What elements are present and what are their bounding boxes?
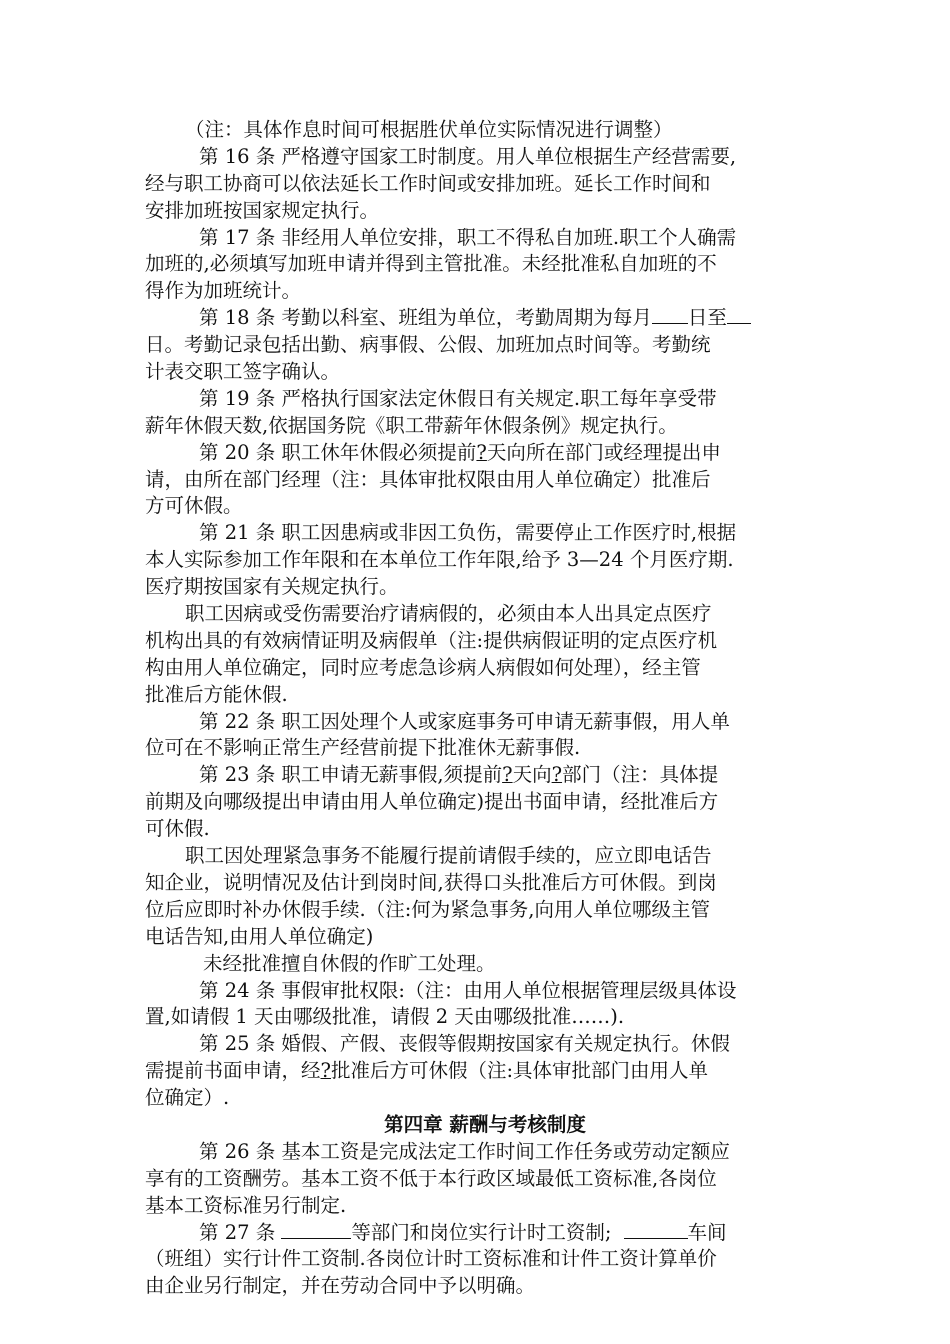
article-22-line-2: 位可在不影响正常生产经营前提下批准休无薪事假. (145, 736, 581, 760)
article-24-line-1: 第 24 条 事假审批权限:（注：由用人单位根据管理层级具体设 (199, 978, 737, 1002)
article-17-line-1: 第 17 条 非经用人单位安排，职工不得私自加班.职工个人确需 (199, 225, 737, 249)
article-23-text-b: 天向 (512, 763, 552, 787)
article-19-line-1: 第 19 条 严格执行国家法定休假日有关规定.职工每年享受带 (199, 386, 717, 410)
article-21-line-3: 医疗期按国家有关规定执行。 (145, 575, 399, 599)
article-20-days-placeholder: ? (476, 440, 487, 464)
blank-end-day (727, 305, 751, 324)
article-24-line-2: 置,如请假 1 天由哪级批准，请假 2 天由哪级批准……). (145, 1005, 625, 1029)
article-27-text-a: 第 27 条 (199, 1220, 282, 1244)
article-23-line-3: 可休假. (145, 817, 210, 841)
article-25-line-1: 第 25 条 婚假、产假、丧假等假期按国家有关规定执行。休假 (199, 1032, 730, 1056)
article-16-line-2: 经与职工协商可以依法延长工作时间或安排加班。延长工作时间和 (145, 171, 711, 195)
article-27-line-2: （班组）实行计件工资制.各岗位计时工资标准和计件工资计算单价 (145, 1247, 717, 1271)
article-18-line-3: 计表交职工签字确认。 (145, 360, 341, 384)
emergency-leave-line-1: 职工因处理紧急事务不能履行提前请假手续的，应立即电话告 (185, 844, 712, 868)
article-17-line-3: 得作为加班统计。 (145, 279, 302, 303)
document-body (145, 117, 815, 1300)
absenteeism-line: 未经批准擅自休假的作旷工处理。 (203, 951, 496, 975)
article-23-text-c: 部门（注：具体提 (562, 763, 719, 787)
article-26-line-3: 基本工资标准另行制定. (145, 1193, 347, 1217)
sick-leave-line-3: 构由用人单位确定，同时应考虑急诊病人病假如何处理），经主管 (145, 655, 701, 679)
emergency-leave-line-4: 电话告知,由用人单位确定) (145, 924, 374, 948)
article-27-line-1 (145, 1220, 815, 1247)
article-20-line-3: 方可休假。 (145, 494, 243, 518)
note-work-hours: （注：具体作息时间可根据胜伏单位实际情况进行调整） (185, 118, 673, 141)
article-17-line-2: 加班的,必须填写加班申请并得到主管批准。未经批准私自加班的不 (145, 252, 717, 276)
article-18-line-2: 日。考勤记录包括出勤、病事假、公假、加班加点时间等。考勤统 (145, 333, 711, 357)
article-23-dept-placeholder: ? (551, 763, 563, 787)
article-25-line-3: 位确定）. (145, 1086, 230, 1110)
article-22-line-1: 第 22 条 职工因处理个人或家庭事务可申请无薪事假，用人单 (199, 709, 730, 733)
article-25-text-b: 批准后方可休假（注:具体审批部门由用人单 (330, 1059, 709, 1083)
blank-start-day (652, 305, 688, 324)
article-26-line-2: 享有的工资酬劳。基本工资不低于本行政区域最低工资标准,各岗位 (145, 1166, 717, 1190)
blank-departments (281, 1220, 351, 1239)
article-23-line-2: 前期及向哪级提出申请由用人单位确定)提出书面申请，经批准后方 (145, 790, 719, 814)
sick-leave-line-2: 机构出具的有效病情证明及病假单（注:提供病假证明的定点医疗机 (145, 628, 718, 652)
article-25-approver-placeholder: ? (320, 1059, 331, 1083)
article-16-line-3: 安排加班按国家规定执行。 (145, 198, 380, 222)
article-18-line-1 (145, 305, 815, 332)
article-23-line-1 (145, 762, 815, 789)
article-25-line-2 (145, 1058, 815, 1085)
blank-workshop (624, 1220, 688, 1239)
article-19-line-2: 薪年休假天数,依据国务院《职工带薪年休假条例》规定执行。 (145, 413, 678, 437)
article-21-line-2: 本人实际参加工作年限和在本单位工作年限,给予 3—24 个月医疗期. (145, 548, 734, 572)
article-20-line-2: 请，由所在部门经理（注：具体审批权限由用人单位确定）批准后 (145, 467, 711, 491)
sick-leave-line-1: 职工因病或受伤需要治疗请病假的，必须由本人出具定点医疗 (185, 602, 712, 626)
article-20-text-a: 第 20 条 职工休年休假必须提前 (199, 440, 477, 464)
article-18-text-b: 日至 (687, 306, 727, 330)
article-25-text-a: 需提前书面申请，经 (145, 1059, 321, 1083)
article-26-line-1: 第 26 条 基本工资是完成法定工作时间工作任务或劳动定额应 (199, 1139, 730, 1163)
article-23-days-placeholder: ? (502, 763, 513, 787)
article-16-line-1: 第 16 条 严格遵守国家工时制度。用人单位根据生产经营需要, (199, 144, 737, 168)
article-20-line-1 (145, 440, 815, 467)
article-27-line-3: 由企业另行制定，并在劳动合同中予以明确。 (145, 1274, 536, 1298)
article-21-line-1: 第 21 条 职工因患病或非因工负伤，需要停止工作医疗时,根据 (199, 521, 737, 545)
article-23-text-a: 第 23 条 职工申请无薪事假,须提前 (199, 763, 503, 787)
article-18-text-a: 第 18 条 考勤以科室、班组为单位，考勤周期为每月 (199, 306, 652, 330)
emergency-leave-line-2: 知企业，说明情况及估计到岗时间,获得口头批准后方可休假。到岗 (145, 870, 717, 894)
article-27-text-b: 等部门和岗位实行计时工资制; (351, 1220, 612, 1244)
sick-leave-line-4: 批准后方能休假. (145, 682, 288, 706)
chapter-4-heading: 第四章 薪酬与考核制度 (384, 1112, 586, 1136)
article-20-text-b: 天向所在部门或经理提出申 (486, 440, 721, 464)
article-27-text-c: 车间 (687, 1220, 727, 1244)
emergency-leave-line-3: 位后应即时补办休假手续.（注:何为紧急事务,向用人单位哪级主管 (145, 897, 710, 921)
